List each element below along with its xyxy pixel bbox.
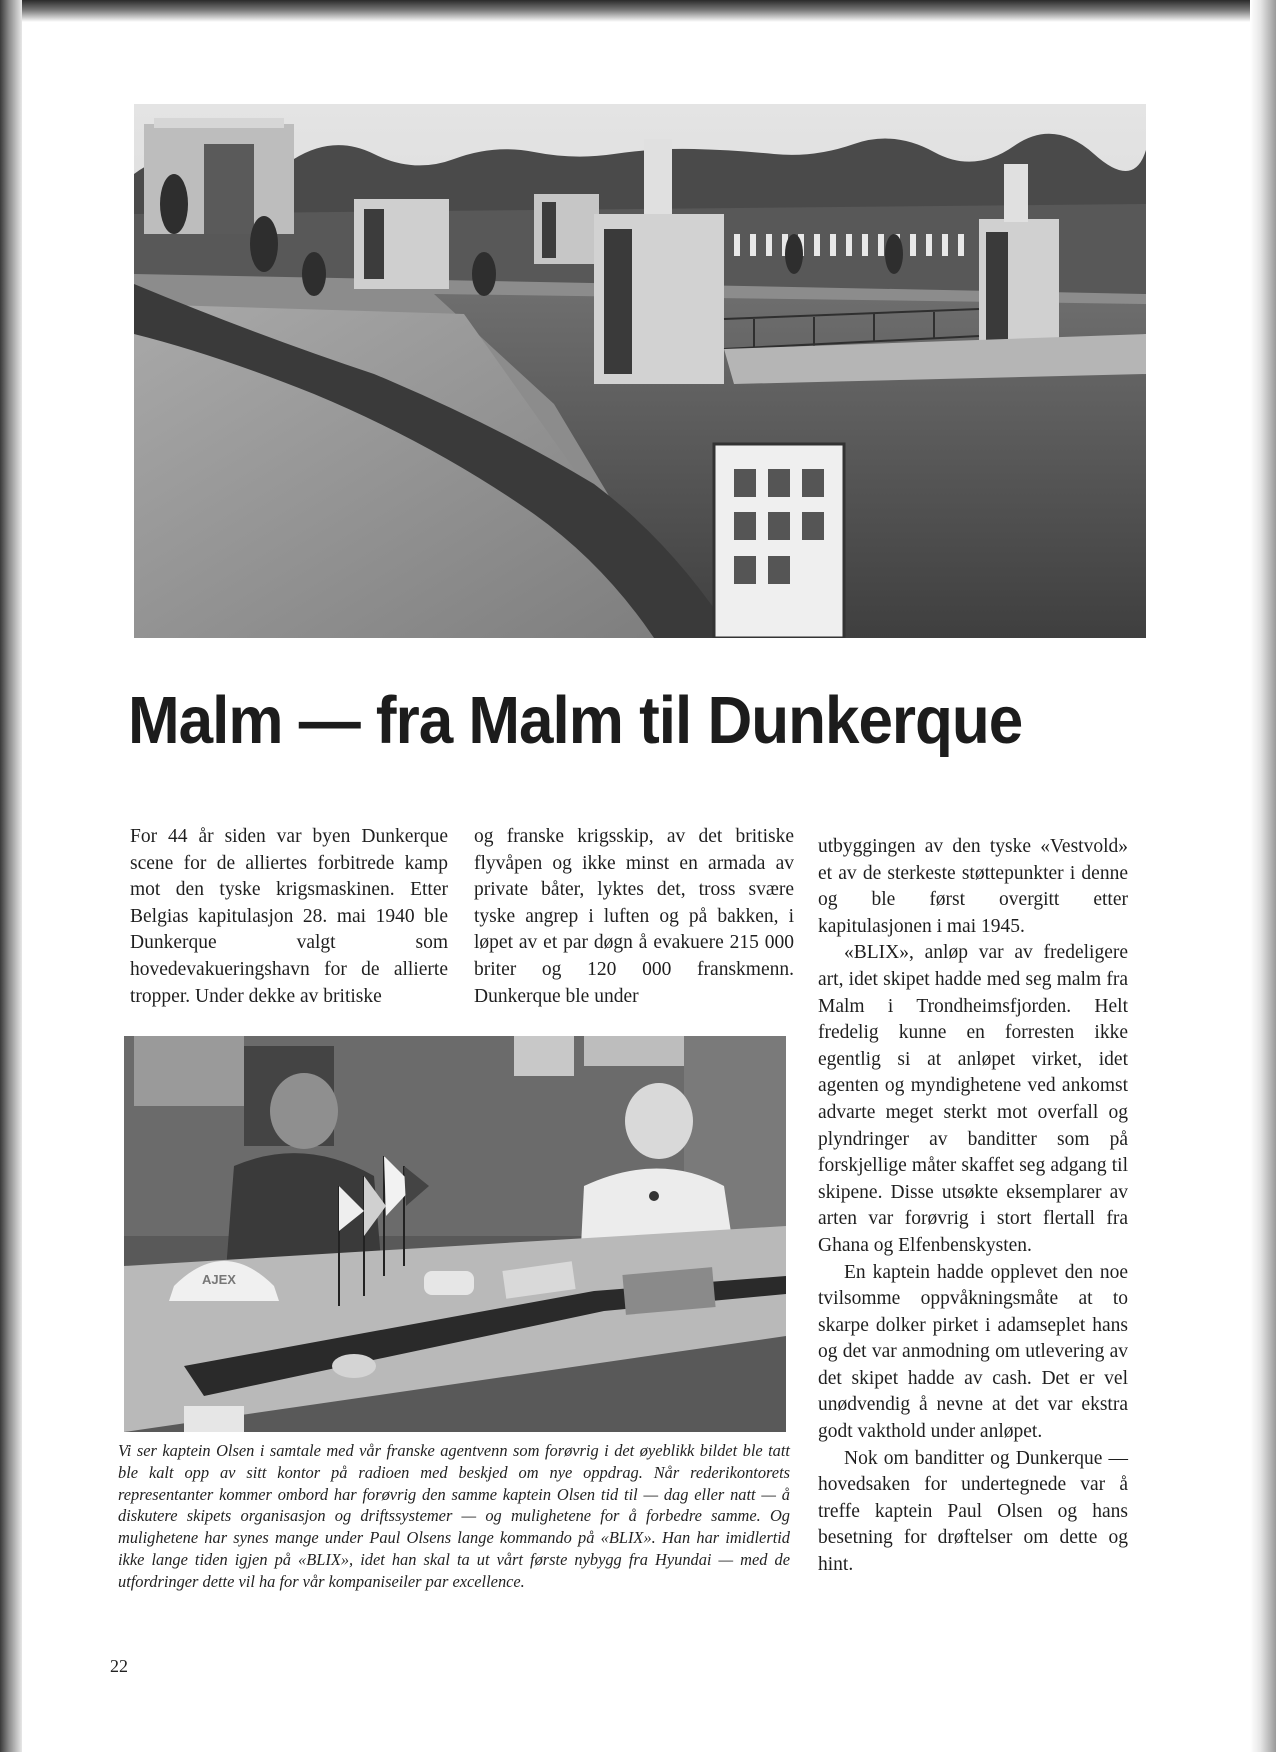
- meeting-photo-drawing: [124, 1036, 786, 1432]
- meeting-photo: [124, 1036, 786, 1432]
- cemetery-photo-drawing: [134, 104, 1146, 638]
- text-column-3: [818, 834, 1128, 1579]
- paragraph: «BLIX», anløp var av fredeligere art, idet skipet hadde med seg malm fra Malm i Trondheimsfjorden. Helt fredelig kunne en forresten ikke egentlig si at anløpet virket, idet agenten og myndighetene ved ankomst advarte meget sterkt mot overfall og plyndringer av banditter som på forskjellige måter skaffet seg adgang til skipene. Disse utsøkte eksemplarer av arten var forøvrig i stort flertall fra Ghana og Elfenbenskysten.: [818, 942, 1128, 1256]
- page-top-edge: [22, 0, 1276, 22]
- war-cemetery-photo: [134, 104, 1146, 638]
- helmet-label: AJEX: [202, 1272, 236, 1287]
- page-right-edge: [1250, 0, 1276, 1752]
- text-column-1: [130, 824, 448, 1010]
- paragraph: En kaptein hadde opplevet den noe tvilsomme oppvåkningsmåte at to skarpe dolker pirket i adamseplet hans og det var anmodning om utlevering av det skipet hadde av cash. Det er vel unødvendig å nevne at det var ekstra godt vakthold under anløpet.: [818, 1261, 1128, 1443]
- article-headline: Malm — fra Malm til Dunkerque: [128, 683, 1023, 759]
- page-number: 22: [110, 1656, 128, 1676]
- paragraph: For 44 år siden var byen Dunkerque scene for de alliertes forbitrede kamp mot den tyske krigsmaskinen. Etter Belgias kapitulasjon 28. mai 1940 ble Dunkerque valgt som hovedevakueringshavn for de allierte tropper. Under dekke av britiske: [130, 826, 448, 1007]
- photo-caption: Vi ser kaptein Olsen i samtale med vår franske agentvenn som forøvrig i det øyeblikk bildet ble tatt ble kalt opp av sitt kontor på radioen med beskjed om nye oppdrag. Når rederikontorets representanter kommer ombord har forøvrig den samme kaptein Olsen tid til — dag eller natt — å diskutere skipets organisasjon og driftssystemer — og mulighetene for å forbedre samme. Og mulighetene har synes mange under Paul Olsens lange kommando på «BLIX». Han har imidlertid ikke lange tiden igjen på «BLIX», idet han skal ta ut vårt første nybygg fra Hyundai — med de utfordringer dette vil ha for vår kompaniseiler par excellence.: [118, 1441, 790, 1591]
- paragraph: Nok om banditter og Dunkerque — hovedsaken for undertegnede var å treffe kaptein Paul Olsen og hans besetning for drøftelser om dette og hint.: [818, 1447, 1128, 1576]
- text-column-2: [474, 824, 794, 1010]
- paragraph: utbyggingen av den tyske «Vestvold» et av de sterkeste støttepunkter i denne og ble først overgitt etter kapitulasjonen i mai 1945.: [818, 836, 1128, 937]
- paragraph: og franske krigsskip, av det britiske flyvåpen og ikke minst en armada av private båter, lyktes det, tross svære tyske angrep i luften og på bakken, i løpet av et par døgn å evakuere 215 000 briter og 120 000 franskmenn. Dunkerque ble under: [474, 826, 794, 1007]
- binding-shadow: [0, 0, 22, 1752]
